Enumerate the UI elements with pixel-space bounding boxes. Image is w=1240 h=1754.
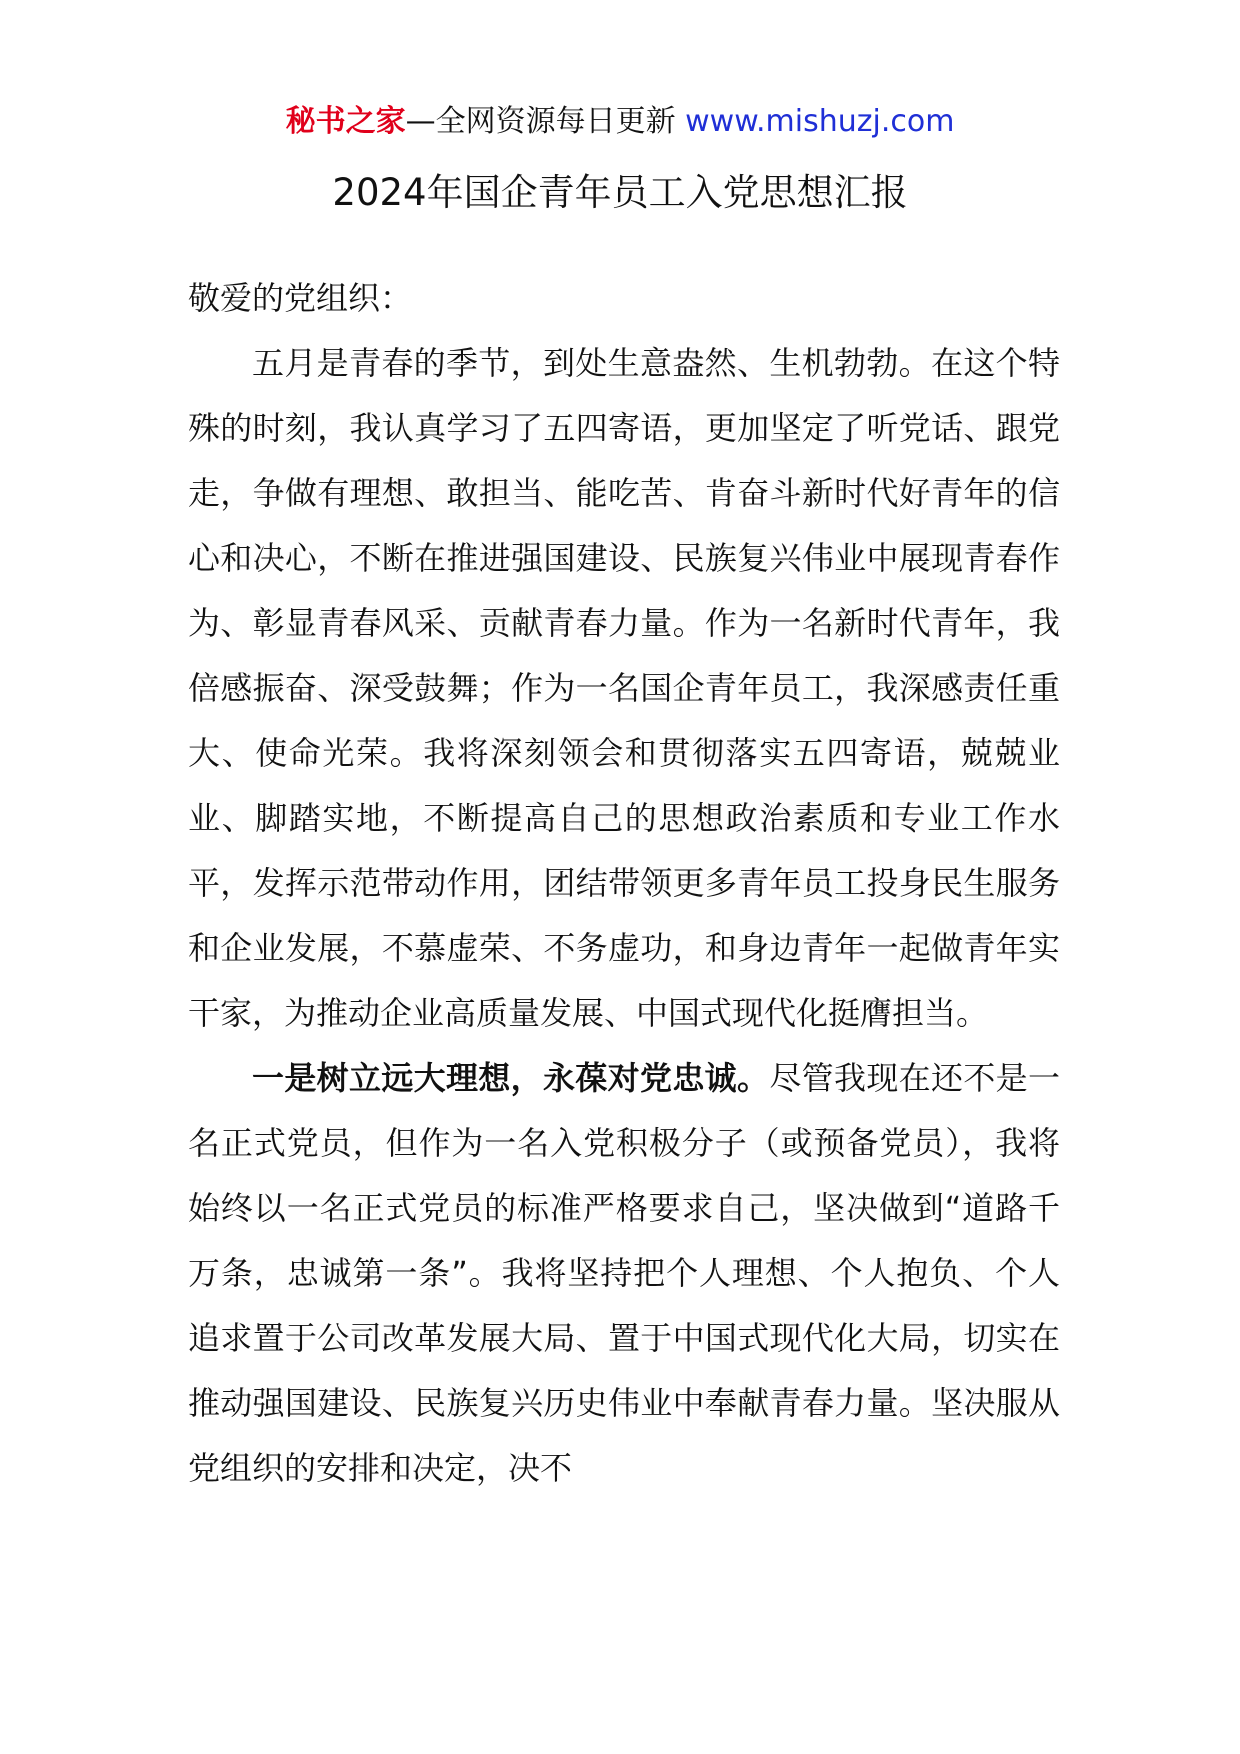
banner-tagline: —全网资源每日更新 bbox=[405, 104, 686, 139]
paragraph-2 bbox=[188, 1046, 1060, 1501]
paragraph-2-lead: 一是树立远大理想，永葆对党忠诚。 bbox=[252, 1059, 770, 1097]
document-body bbox=[188, 266, 1060, 1501]
site-url: www.mishuzj.com bbox=[685, 104, 955, 139]
paragraph-1: 五月是青春的季节，到处生意盎然、生机勃勃。在这个特殊的时刻，我认真学习了五四寄语，更加坚定了听党话、跟党走，争做有理想、敢担当、能吃苦、肯奋斗新时代好青年的信心和决心，不断在推进强国建设、民族复兴伟业中展现青春作为、彰显青春风采、贡献青春力量。作为一名新时代青年，我倍感振奋、深受鼓舞；作为一名国企青年员工，我深感责任重大、使命光荣。我将深刻领会和贯彻落实五四寄语，兢兢业业、脚踏实地，不断提高自己的思想政治素质和专业工作水平，发挥示范带动作用，团结带领更多青年员工投身民生服务和企业发展，不慕虚荣、不务虚功，和身边青年一起做青年实干家，为推动企业高质量发展、中国式现代化挺膺担当。 bbox=[188, 344, 1060, 1032]
site-banner bbox=[0, 100, 1240, 144]
brand-name: 秘书之家 bbox=[285, 104, 406, 139]
document-title: 2024年国企青年员工入党思想汇报 bbox=[332, 171, 908, 214]
salutation: 敬爱的党组织： bbox=[188, 279, 413, 317]
paragraph-2-text: 尽管我现在还不是一名正式党员，但作为一名入党积极分子（或预备党员），我将始终以一名正式党员的标准严格要求自己，坚决做到“道路千万条，忠诚第一条”。我将坚持把个人理想、个人抱负、个人追求置于公司改革发展大局、置于中国式现代化大局，切实在推动强国建设、民族复兴历史伟业中奉献青春力量。坚决服从党组织的安排和决定，决不 bbox=[188, 1059, 1060, 1487]
